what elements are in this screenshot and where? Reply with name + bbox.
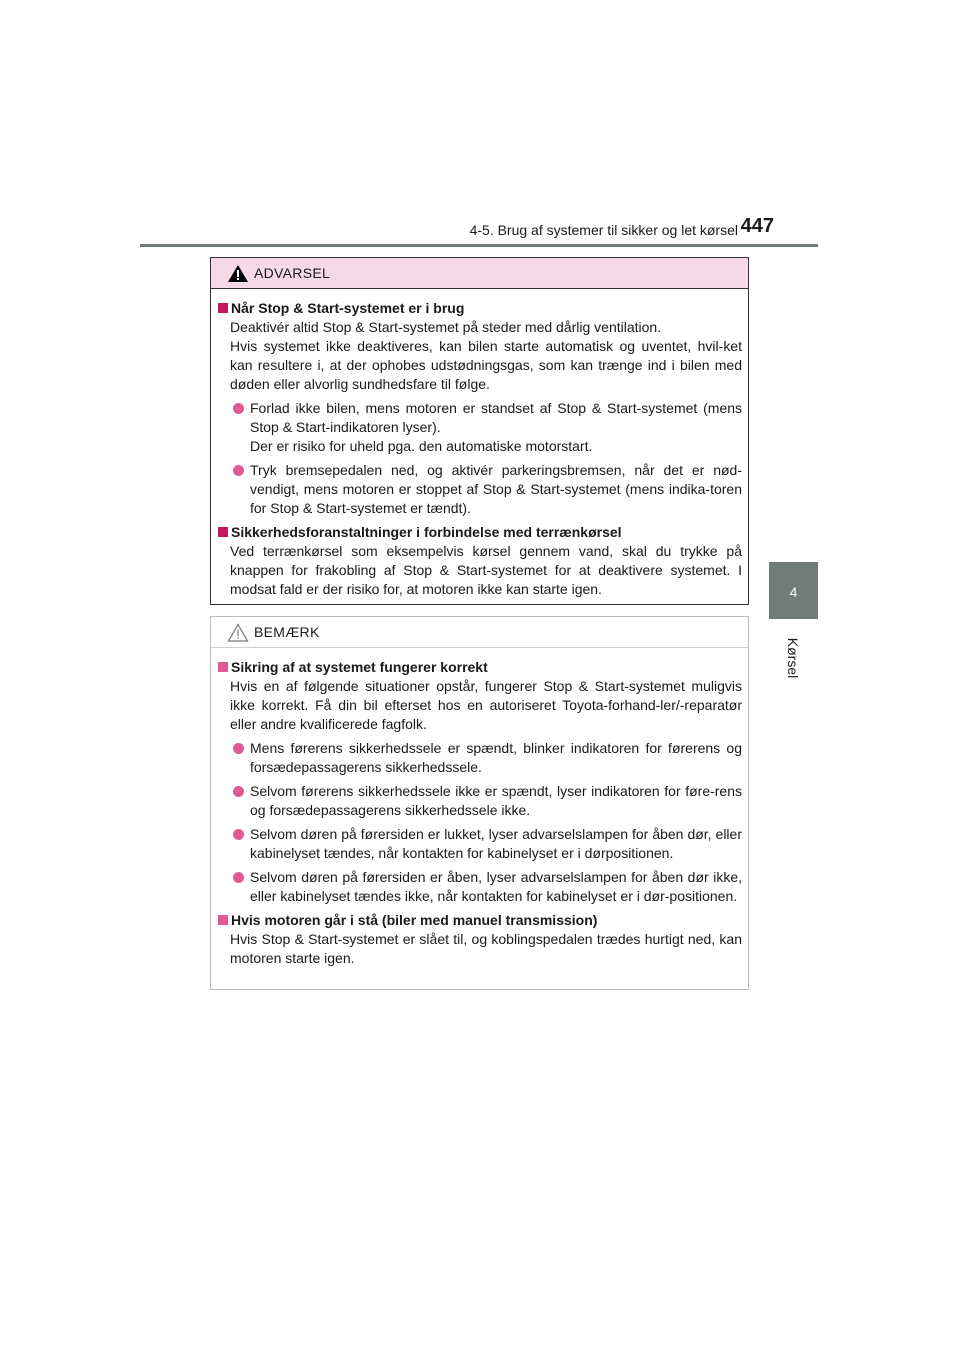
caution-paragraph [218,677,742,734]
warning-title: ADVARSEL [254,265,331,281]
caution-triangle-icon [227,623,249,642]
warning-header [211,258,748,289]
warning-paragraph [218,318,742,394]
bullet-text: Forlad ikke bilen, mens motoren er standset af Stop & Start-systemet (mens Stop & Start-indikatoren lyser). [250,400,742,435]
square-bullet-icon [218,915,228,925]
section-title: 4-5. Brug af systemer til sikker og let kørsel [469,222,738,238]
bullet-text: Der er risiko for uheld pga. den automatiske motorstart. [250,438,593,454]
square-bullet-icon [218,303,228,313]
circle-bullet-icon [233,829,244,840]
caution-bullet [218,782,742,820]
caution-box [210,616,749,990]
warning-content [211,289,748,599]
header-rule [140,244,818,247]
chapter-number: 4 [789,584,798,600]
bullet-text: Mens førerens sikkerhedssele er spændt, blinker indikatoren for førerens og forsædepassagerens sikkerhedssele. [250,740,742,775]
warning-box [210,257,749,605]
chapter-label: Kørsel [785,637,801,679]
caution-title: BEMÆRK [254,624,320,640]
square-bullet-icon [218,527,228,537]
heading-text: Sikring af at systemet fungerer korrekt [231,659,488,675]
page-header [140,213,818,247]
circle-bullet-icon [233,786,244,797]
caution-section-heading [218,658,742,677]
warning-bullet [218,461,742,518]
warning-section-heading [218,523,742,542]
caution-bullet [218,825,742,863]
paragraph-text: Hvis en af følgende situationer opstår, fungerer Stop & Start-systemet muligvis ikke korrekt. Få din bil efterset hos en autoriseret Toyota-forhand-ler/-reparatør eller andre kvalificerede fagfolk. [230,678,742,732]
paragraph-text: Hvis Stop & Start-systemet er slået til, og koblingspedalen trædes hurtigt ned, kan motoren starte igen. [230,931,742,966]
square-bullet-icon [218,662,228,672]
warning-section-heading [218,299,742,318]
heading-text: Når Stop & Start-systemet er i brug [231,300,465,316]
page-number: 447 [740,215,774,237]
bullet-text: Selvom førerens sikkerhedssele ikke er spændt, lyser indikatoren for føre-rens og forsædepassagerens sikkerhedssele ikke. [250,783,742,818]
warning-paragraph [218,542,742,599]
paragraph-text: Hvis systemet ikke deaktiveres, kan bilen starte automatisk og uventet, hvil-ket kan resultere i, at der ophobes udstødningsgas, som kan trænge ind i bilen med døden eller alvorlig sundhedsfare til følge. [230,338,742,392]
chapter-label-container [782,628,804,688]
bullet-text: Selvom døren på førersiden er lukket, lyser advarselslampen for åben dør, eller kabinelyset tændes, når kontakten for kabinelyset er i dørpositionen. [250,826,742,861]
caution-header [211,617,748,648]
paragraph-text: Deaktivér altid Stop & Start-systemet på steder med dårlig ventilation. [230,319,662,335]
caution-section-heading [218,911,742,930]
caution-paragraph [218,930,742,968]
bullet-text: Selvom døren på førersiden er åben, lyser advarselslampen for åben dør ikke, eller kabinelyset tændes ikke, når kontakten for kabinelyset er i dør-positionen. [250,869,742,904]
paragraph-text: Ved terrænkørsel som eksempelvis kørsel gennem vand, skal du trykke på knappen for frakobling af Stop & Start-systemet for at deaktivere systemet. I modsat fald er der risiko for, at motoren ikke kan starte igen. [230,543,742,597]
warning-bullet [218,399,742,456]
caution-content [211,648,748,968]
heading-text: Sikkerhedsforanstaltninger i forbindelse med terrænkørsel [231,524,622,540]
circle-bullet-icon [233,743,244,754]
heading-text: Hvis motoren går i stå (biler med manuel transmission) [231,912,598,928]
chapter-tab [769,562,818,619]
caution-bullet [218,739,742,777]
circle-bullet-icon [233,872,244,883]
caution-bullet [218,868,742,906]
circle-bullet-icon [233,465,244,476]
circle-bullet-icon [233,403,244,414]
bullet-text: Tryk bremsepedalen ned, og aktivér parkeringsbremsen, når det er nød-vendigt, mens motoren er stoppet af Stop & Start-systemet (mens indika-toren for Stop & Start-systemet er tændt). [250,462,742,516]
warning-triangle-icon [227,264,249,283]
